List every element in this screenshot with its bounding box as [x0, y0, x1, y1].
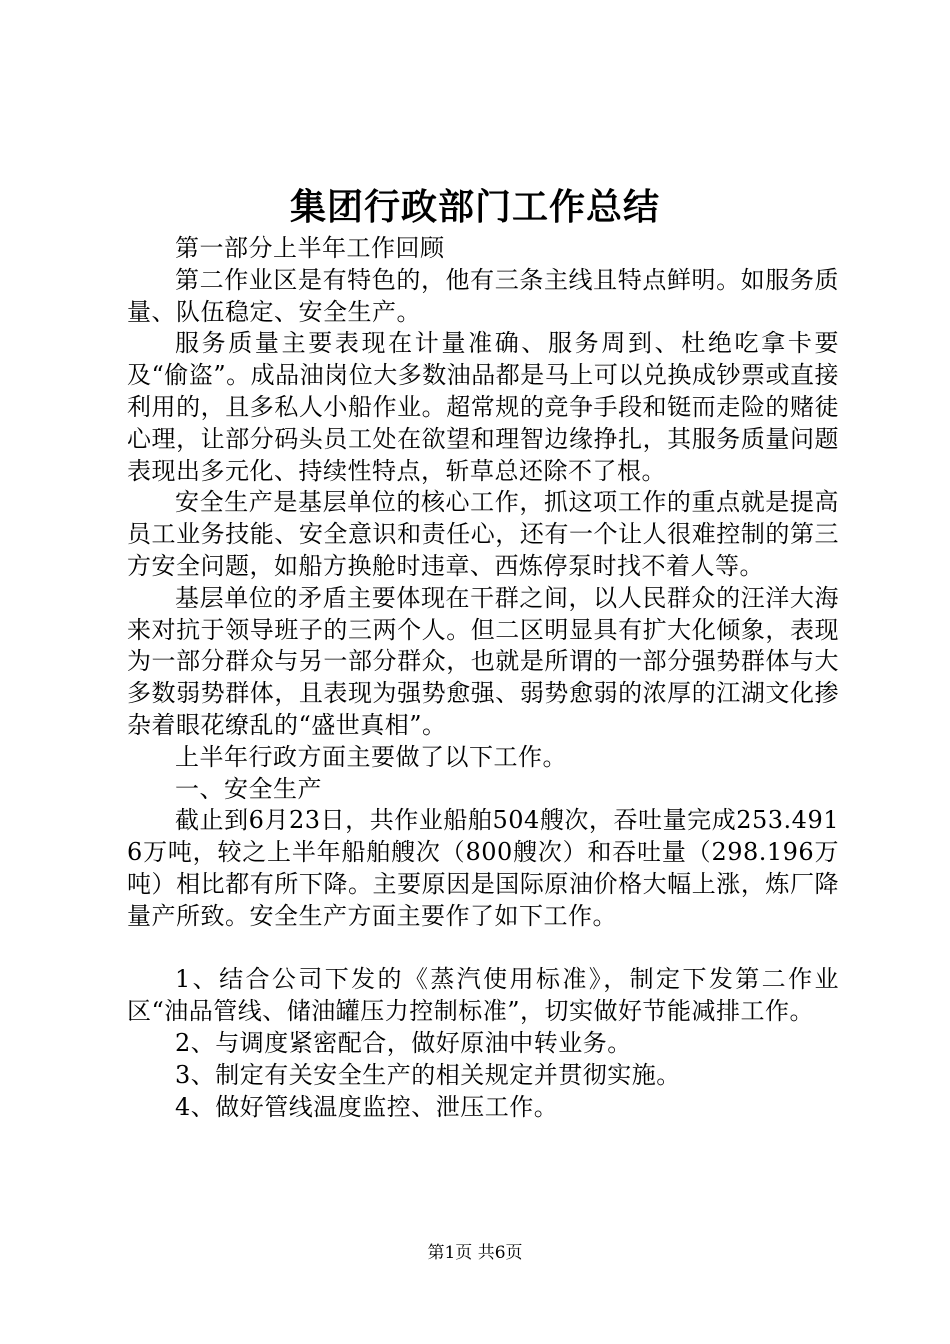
document-title: 集团行政部门工作总结 — [289, 187, 660, 228]
paragraph-gap — [127, 933, 839, 965]
section-heading-review: 第一部分上半年工作回顾 — [175, 234, 445, 262]
paragraph-intro: 第二作业区是有特色的，他有三条主线且特点鲜明。如服务质量、队伍稳定、安全生产。 — [127, 265, 839, 326]
paragraph-service-quality: 服务质量主要表现在计量准确、服务周到、杜绝吃拿卡要及“偷盗”。成品油岗位大多数油品都是马上可以兑换成钞票或直接利用的，且多私人小船作业。超常规的竞争手段和铤而走险的赌徒心理，让部分码头员工处在欲望和理智边缘挣扎，其服务质量问题表现出多元化、持续性特点，斩草总还除不了根。 — [127, 329, 839, 485]
page-footer: 第1页 共6页 — [427, 1243, 523, 1263]
document-body — [127, 233, 839, 1123]
list-item: 3、制定有关安全生产的相关规定并贯彻实施。 — [175, 1060, 681, 1089]
paragraph-safety: 安全生产是基层单位的核心工作，抓这项工作的重点就是提高员工业务技能、安全意识和责任心，还有一个让人很难控制的第三方安全问题，如船方换舱时违章、西炼停泵时找不着人等。 — [127, 488, 839, 580]
paragraph-work-summary: 上半年行政方面主要做了以下工作。 — [175, 742, 567, 771]
paragraph-statistics: 截止到6月23日，共作业船舶504艘次，吞吐量完成253.4916万吨，较之上半年船舶艘次（800艘次）和吞吐量（298.196万吨）相比都有所下降。主要原因是国际原油价格大幅上涨，炼厂降量产所致。安全生产方面主要作了如下工作。 — [127, 806, 839, 930]
list-item: 4、做好管线温度监控、泄压工作。 — [175, 1092, 559, 1121]
list-item: 1、结合公司下发的《蒸汽使用标准》，制定下发第二作业区“油品管线、储油罐压力控制标准”，切实做好节能减排工作。 — [127, 965, 839, 1026]
section-heading-safety: 一、安全生产 — [175, 774, 322, 803]
list-item: 2、与调度紧密配合，做好原油中转业务。 — [175, 1028, 632, 1057]
paragraph-conflict: 基层单位的矛盾主要体现在干群之间，以人民群众的汪洋大海来对抗于领导班子的三两个人。但二区明显具有扩大化倾象，表现为一部分群众与另一部分群众，也就是所谓的一部分强势群体与大多数弱势群体，且表现为强势愈强、弱势愈弱的浓厚的江湖文化掺杂着眼花缭乱的“盛世真相”。 — [127, 583, 839, 739]
